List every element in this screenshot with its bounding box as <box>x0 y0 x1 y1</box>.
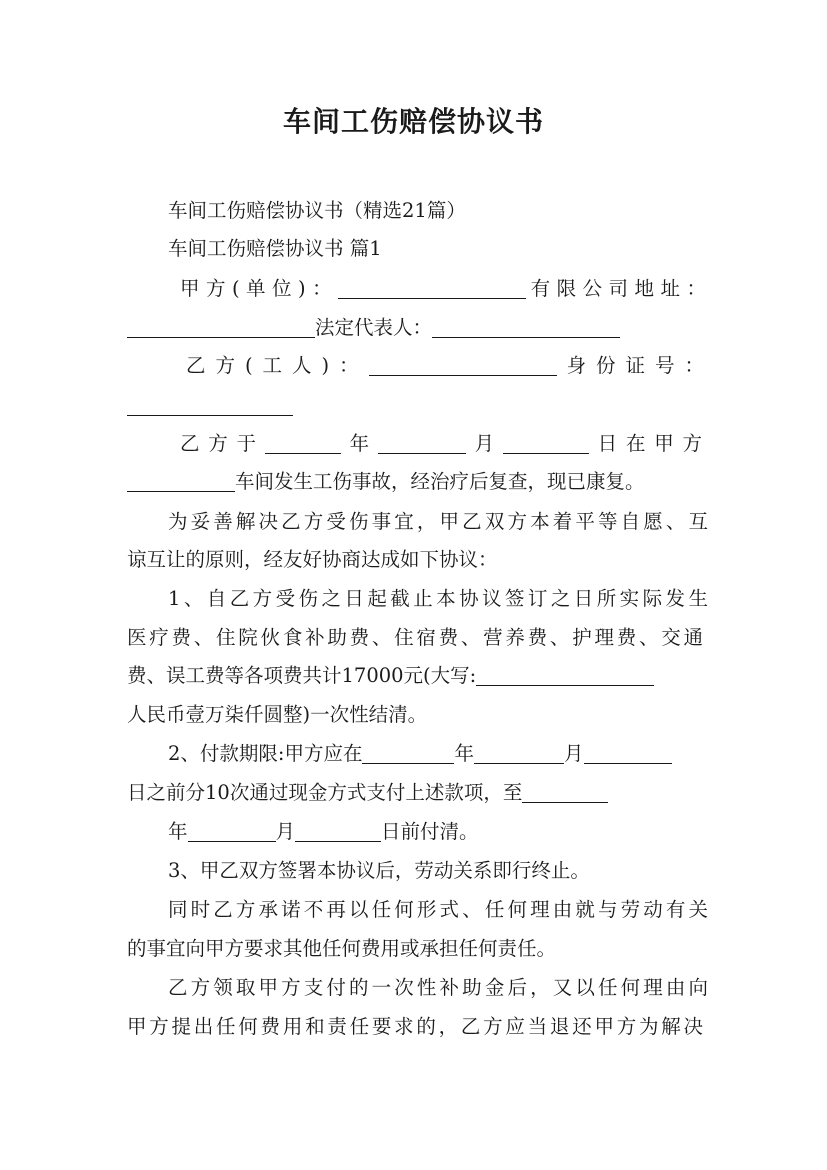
month-blank[interactable] <box>378 433 466 454</box>
clause-2-line <box>168 817 708 847</box>
legal-rep-label: 法定代表人： <box>315 316 433 339</box>
party-a-company-label: 有限公司地址： <box>526 277 708 300</box>
legal-rep-line <box>127 313 703 343</box>
clause-2-line <box>127 778 703 808</box>
payment-term-label: 2、付款期限:甲方应在 <box>168 742 363 765</box>
accident-desc-text: 车间发生工伤事故，经治疗后复查，现已康复。 <box>235 470 645 493</box>
paragraph-line: 为妥善解决乙方受伤事宜，甲乙双方本着平等自愿、互 <box>168 510 708 533</box>
deadline-month-blank[interactable] <box>188 821 276 842</box>
deadline-day-blank[interactable] <box>295 821 381 842</box>
party-b-blank[interactable] <box>369 355 557 376</box>
month-label: 月 <box>465 432 503 455</box>
clause-3-line: 3、甲乙双方签署本协议后，劳动关系即行终止。 <box>168 859 590 882</box>
year-label: 年 <box>168 820 188 843</box>
accident-desc-line <box>127 467 703 497</box>
paragraph-line: 同时乙方承诺不再以任何形式、任何理由就与劳动有关 <box>168 898 708 921</box>
year-blank[interactable] <box>265 433 341 454</box>
paragraph-line: 的事宜向甲方要求其他任何费用或承担任何责任。 <box>127 937 557 960</box>
paragraph-line: 乙方领取甲方支付的一次性补助金后，又以任何理由向 <box>168 976 708 999</box>
party-b-line <box>186 351 704 381</box>
clause-2-line <box>168 739 708 769</box>
year-label: 年 <box>340 432 378 455</box>
clause-1-line: 1、自乙方受伤之日起截止本协议签订之日所实际发生 <box>168 587 708 610</box>
day-blank[interactable] <box>503 433 589 454</box>
clause-1-amount-line <box>127 661 703 691</box>
party-a-label: 甲方(单位)： <box>180 277 339 300</box>
paragraph-line: 谅互让的原则，经友好协商达成如下协议： <box>127 548 498 571</box>
pay-month-blank[interactable] <box>474 743 564 764</box>
clause-1-line: 医疗费、住院伙食补助费、住宿费、营养费、护理费、交通 <box>127 626 703 649</box>
id-number-line <box>127 391 703 421</box>
deadline-text: 日前付清。 <box>381 820 479 843</box>
amount-text: 费、误工费等各项费共计17000元(大写: <box>127 664 477 687</box>
day-location-label: 日在甲方 <box>588 432 702 455</box>
party-b-label: 乙方(工人)： <box>186 354 369 377</box>
section-heading: 车间工伤赔偿协议书 篇1 <box>168 237 382 260</box>
id-number-blank[interactable] <box>127 395 293 416</box>
pay-day-blank[interactable] <box>584 743 672 764</box>
party-a-line <box>180 274 708 304</box>
accident-date-line <box>180 429 702 459</box>
amount-words-blank[interactable] <box>476 665 654 686</box>
accident-date-prefix: 乙方于 <box>180 432 265 455</box>
document-title: 车间工伤赔偿协议书 <box>282 105 544 138</box>
month-label: 月 <box>275 820 296 843</box>
year-label: 年 <box>454 742 474 765</box>
paragraph-line: 甲方提出任何费用和责任要求的，乙方应当退还甲方为解决 <box>127 1015 703 1038</box>
party-a-blank[interactable] <box>338 278 526 299</box>
subtitle-line: 车间工伤赔偿协议书（精选21篇） <box>168 199 466 222</box>
address-blank[interactable] <box>127 317 315 338</box>
legal-rep-blank[interactable] <box>432 317 620 338</box>
id-number-label: 身份证号： <box>556 354 704 377</box>
workshop-blank[interactable] <box>127 471 235 492</box>
pay-year-blank[interactable] <box>362 743 454 764</box>
month-label: 月 <box>564 742 584 765</box>
clause-1-line: 人民币壹万柒仟圆整)一次性结清。 <box>127 703 428 726</box>
deadline-blank[interactable] <box>522 782 608 803</box>
installment-text: 日之前分10次通过现金方式支付上述款项，至 <box>127 781 523 804</box>
